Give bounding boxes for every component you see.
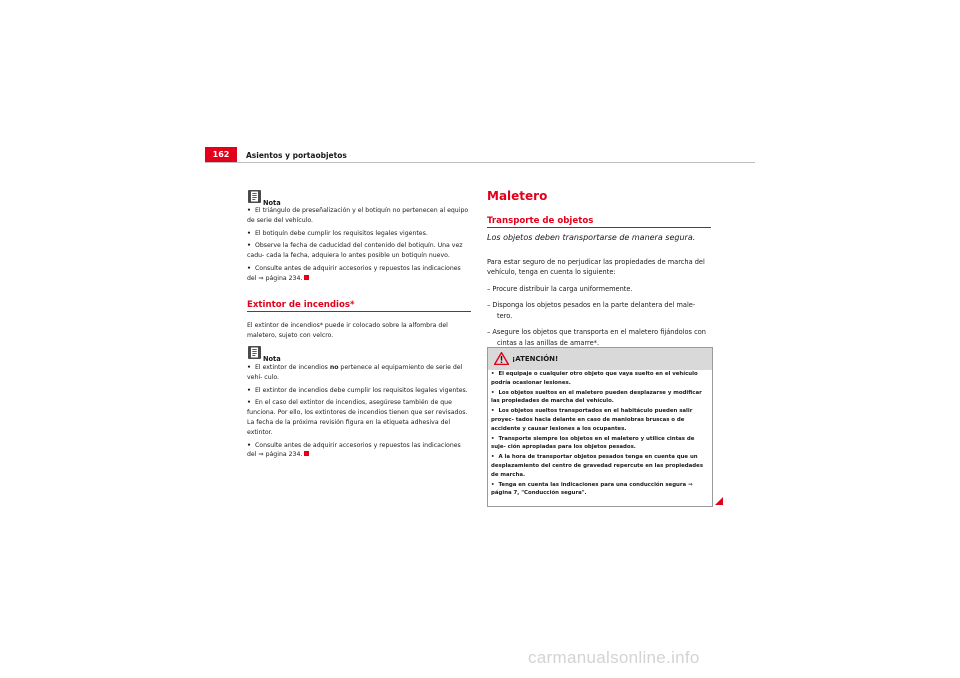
- section-rule: [487, 227, 711, 228]
- page-number: 162: [205, 147, 237, 163]
- chapter-title: Maletero: [487, 189, 548, 203]
- warning-triangle-icon: [494, 352, 509, 365]
- note1-item: • Consulte antes de adquirir accesorios y repuestos las indicaciones del ⇒ página 234.: [247, 265, 461, 282]
- warning-item: • Transporte siempre los objetos en el maletero y utilice cintas de suje- ción apropiadas para los objetos pesados.: [491, 435, 710, 453]
- note1-item: • El botiquín debe cumplir los requisitos legales vigentes.: [247, 229, 472, 239]
- note2-item: • El extintor de incendios debe cumplir los requisitos legales vigentes.: [247, 386, 472, 396]
- section-title-transporte: Transporte de objetos: [487, 216, 594, 226]
- continue-arrow-icon: [715, 497, 723, 505]
- step-item: – Asegure los objetos que transporta en el maletero fijándolos con cintas a las anillas de amarre*.: [487, 328, 706, 347]
- note2-item: [247, 363, 472, 383]
- warning-body: [491, 370, 710, 499]
- note2-list: [247, 363, 472, 460]
- note1-list: [247, 206, 472, 284]
- note-label: Nota: [263, 199, 281, 207]
- warning-item: • A la hora de transportar objetos pesados tenga en cuenta que un desplazamiento del centro de gravedad repercute en las propiedades de marcha.: [491, 453, 710, 479]
- transport-body: [487, 250, 712, 353]
- note-icon: [248, 346, 261, 359]
- section-rule: [247, 311, 471, 312]
- warning-title: ¡ATENCIÓN!: [512, 355, 559, 363]
- end-square-icon: [304, 275, 309, 280]
- end-square-icon: [304, 451, 309, 456]
- header-divider: [205, 162, 755, 163]
- step-item: – Disponga los objetos pesados en la parte delantera del male- tero.: [487, 301, 696, 320]
- note1-item: • El triángulo de preseñalización y el botiquín no pertenecen al equipo de serie del vehículo.: [247, 206, 472, 226]
- section-subtitle: Los objetos deben transportarse de manera segura.: [487, 233, 696, 242]
- note2-item: • Consulte antes de adquirir accesorios y repuestos las indicaciones del ⇒ página 234.: [247, 442, 461, 459]
- intro-text: Para estar seguro de no perjudicar las propiedades de marcha del vehículo, tenga en cuenta lo siguiente:: [487, 257, 705, 276]
- running-header-title: Asientos y portaobjetos: [246, 151, 347, 160]
- warning-item: • Los objetos sueltos en el maletero pueden desplazarse y modificar las propiedades de marcha del vehículo.: [491, 389, 710, 407]
- warning-item: • Tenga en cuenta las indicaciones para una conducción segura ⇒ página 7, "Conducción segura".: [491, 481, 710, 499]
- note-icon: [248, 190, 261, 203]
- note2-item-last: [247, 441, 472, 461]
- note2-item: • En el caso del extintor de incendios, asegúrese también de que funciona. Por ello, los extintores de incendios tienen que ser revisados. La fecha de la próxima revisión figura en la etiqueta adhesiva del extintor.: [247, 398, 472, 437]
- warning-item: • El equipaje o cualquier otro objeto que vaya suelto en el vehículo podría ocasionar lesiones.: [491, 370, 710, 388]
- warning-item: • Los objetos sueltos transportados en el habitáculo pueden salir proyec- tados hacia delante en caso de maniobras bruscas o de accidente y causar lesiones a los ocupantes.: [491, 407, 710, 433]
- watermark: carmanualsonline.info: [528, 648, 700, 667]
- note2-item1-text-end: pertenece al equipamiento de serie del vehí- culo.: [247, 364, 463, 381]
- note1-item: • Observe la fecha de caducidad del contenido del botiquín. Una vez cadu- cada la fecha, adquiera lo antes posible un botiquín nuevo.: [247, 241, 472, 261]
- warning-header: [488, 348, 712, 370]
- extintor-text: El extintor de incendios* puede ir colocado sobre la alfombra del maletero, sujeto con velcro.: [247, 322, 448, 339]
- note1-item-last: [247, 264, 472, 284]
- section-title-extintor: Extintor de incendios*: [247, 300, 355, 310]
- note2-item1-text: El extintor de incendios: [254, 364, 330, 371]
- note-label: Nota: [263, 355, 281, 363]
- note2-item1-bold: no: [329, 364, 339, 371]
- warning-box: [487, 347, 713, 507]
- step-item: – Procure distribuir la carga uniformemente.: [487, 284, 633, 293]
